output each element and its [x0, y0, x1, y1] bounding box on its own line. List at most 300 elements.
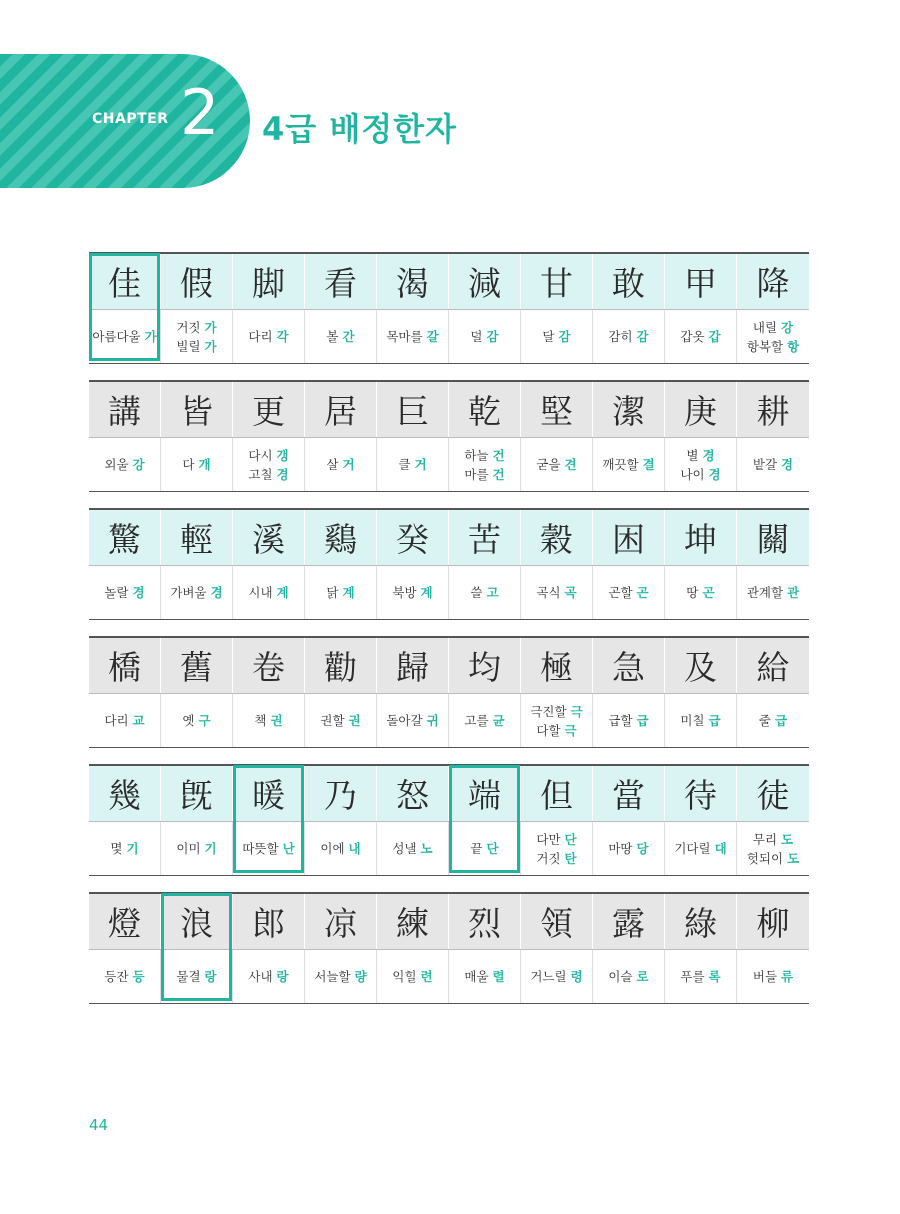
hanja-meaning: [737, 950, 809, 1003]
hanja-meaning: [305, 310, 377, 363]
meaning-text: 서늘할: [314, 969, 351, 984]
hanja-char: 暖: [233, 766, 305, 821]
meaning-text: 이미: [176, 841, 201, 856]
hanja-meaning: [377, 438, 449, 491]
hanja-meaning: [593, 310, 665, 363]
meaning-text: 다만: [536, 831, 561, 847]
page-title: 4급 배정한자: [262, 110, 457, 148]
hanja-meaning: [377, 694, 449, 747]
sound-text: 단: [486, 841, 499, 856]
sound-text: 각: [276, 329, 289, 344]
meaning-line: [753, 455, 793, 474]
meaning-text: 볼: [326, 329, 339, 344]
hanja-char: 潔: [593, 382, 665, 437]
hanja-meaning: [665, 438, 737, 491]
sound-text: 랑: [276, 969, 289, 984]
meaning-text: 따뜻할: [242, 841, 279, 856]
hanja-char: 關: [756, 520, 790, 559]
hanja-meaning: [161, 822, 233, 875]
hanja-row: [89, 380, 809, 437]
meaning-line: [392, 967, 432, 986]
meaning-row: [89, 309, 809, 364]
hanja-meaning: [305, 822, 377, 875]
meaning-line: [536, 849, 576, 868]
meaning-line: [470, 583, 498, 602]
meaning-line: [747, 337, 799, 356]
meaning-line: [464, 967, 504, 986]
sound-text: 단: [564, 831, 577, 847]
hanja-char: 橋: [89, 638, 161, 693]
meaning-text: 다리: [104, 713, 129, 728]
hanja-meaning: [377, 310, 449, 363]
meaning-text: 아름다울: [92, 329, 141, 344]
hanja-char: 端: [449, 766, 521, 821]
sound-text: 권: [270, 713, 283, 728]
sound-text: 구: [198, 713, 211, 728]
hanja-meaning: [233, 694, 305, 747]
meaning-line: [680, 967, 720, 986]
sound-text: 내: [348, 841, 361, 856]
meaning-text: 매울: [464, 969, 489, 984]
meaning-text: 권할: [320, 713, 345, 728]
hanja-meaning: [305, 438, 377, 491]
meaning-text: 사내: [248, 969, 273, 984]
meaning-text: 거짓: [536, 850, 561, 866]
meaning-line: [254, 711, 282, 730]
sound-text: 거: [414, 457, 427, 472]
meaning-text: 놀랄: [104, 585, 129, 600]
hanja-meaning: [449, 438, 521, 491]
sound-text: 계: [342, 585, 355, 600]
chapter-number: 2: [180, 76, 220, 149]
hanja-char: 待: [665, 766, 737, 821]
meaning-text: 고칠: [248, 466, 273, 482]
hanja-meaning: [89, 438, 161, 491]
hanja-meaning: [521, 822, 593, 875]
meaning-line: [170, 583, 222, 602]
meaning-text: 기다릴: [674, 841, 711, 856]
meaning-row: [89, 949, 809, 1004]
meaning-text: 감히: [608, 329, 633, 344]
hanja-meaning: [449, 822, 521, 875]
meaning-text: 갑옷: [680, 329, 705, 344]
page-number: 44: [89, 1116, 109, 1134]
hanja-meaning: [89, 950, 161, 1003]
meaning-line: [320, 711, 360, 730]
hanja-char: 急: [593, 638, 665, 693]
hanja-char: 領: [521, 894, 593, 949]
meaning-text: 다리: [248, 329, 273, 344]
hanja-meaning: [89, 822, 161, 875]
hanja-block: [89, 252, 809, 364]
meaning-line: [608, 327, 648, 346]
sound-text: 경: [210, 585, 223, 600]
hanja-meaning: [593, 950, 665, 1003]
hanja-meaning: [593, 438, 665, 491]
meaning-text: 급할: [608, 713, 633, 728]
sound-text: 감: [636, 329, 649, 344]
hanja-char: 巨: [377, 382, 449, 437]
meaning-row: [89, 565, 809, 620]
meaning-line: [686, 583, 714, 602]
meaning-line: [536, 583, 576, 602]
meaning-text: 하늘: [464, 447, 489, 463]
meaning-line: [530, 967, 582, 986]
sound-text: 극: [570, 703, 583, 719]
meaning-text: 관계할: [746, 585, 784, 600]
meaning-row: [89, 693, 809, 748]
meaning-line: [542, 327, 570, 346]
meaning-text: 깨끗할: [602, 457, 639, 472]
hanja-char: 脚: [233, 254, 305, 309]
meaning-line: [104, 711, 144, 730]
sound-text: 갑: [708, 329, 721, 344]
hanja-char: 癸: [377, 510, 449, 565]
hanja-meaning: [161, 694, 233, 747]
meaning-line: [608, 967, 648, 986]
hanja-char: 給: [756, 648, 790, 687]
hanja-char: 勸: [305, 638, 377, 693]
sound-text: 가: [204, 319, 217, 335]
hanja-meaning: [89, 566, 161, 619]
hanja-meaning: [521, 310, 593, 363]
hanja-meaning: [737, 822, 809, 875]
meaning-text: 다시: [248, 447, 273, 463]
hanja-row: [89, 636, 809, 693]
hanja-char: 極: [521, 638, 593, 693]
meaning-text: 빌릴: [176, 338, 201, 354]
hanja-char: 綠: [665, 894, 737, 949]
meaning-line: [464, 465, 504, 484]
meaning-line: [392, 839, 432, 858]
sound-text: 개: [198, 457, 211, 472]
hanja-char: 旣: [161, 766, 233, 821]
hanja-char: 堅: [521, 382, 593, 437]
meaning-line: [242, 839, 294, 858]
hanja-char: 甲: [665, 254, 737, 309]
hanja-meaning: [89, 694, 161, 747]
meaning-line: [464, 446, 504, 465]
meaning-line: [248, 967, 288, 986]
meaning-row: [89, 821, 809, 876]
hanja-char: 燈: [89, 894, 161, 949]
sound-text: 류: [781, 969, 794, 984]
meaning-text: 목마를: [386, 329, 423, 344]
hanja-char: 郎: [233, 894, 305, 949]
hanja-meaning: [593, 566, 665, 619]
hanja-char: 驚: [89, 510, 161, 565]
meaning-line: [326, 455, 354, 474]
hanja-char: 困: [593, 510, 665, 565]
hanja-char: 看: [305, 254, 377, 309]
sound-text: 가: [144, 329, 157, 344]
meaning-text: 책: [254, 713, 267, 728]
meaning-line: [182, 711, 210, 730]
meaning-text: 줄: [758, 713, 771, 728]
meaning-line: [602, 455, 654, 474]
meaning-line: [326, 583, 354, 602]
hanja-char: 皆: [161, 382, 233, 437]
meaning-line: [608, 839, 648, 858]
hanja-meaning: [233, 310, 305, 363]
hanja-char: 坤: [665, 510, 737, 565]
hanja-meaning: [233, 438, 305, 491]
hanja-meaning: [89, 310, 161, 363]
meaning-line: [104, 583, 144, 602]
meaning-line: [530, 702, 582, 721]
sound-text: 등: [132, 969, 145, 984]
hanja-meaning: [593, 822, 665, 875]
hanja-meaning: [377, 566, 449, 619]
hanja-block: [89, 892, 809, 1004]
hanja-char: 卷: [233, 638, 305, 693]
meaning-line: [104, 967, 144, 986]
meaning-line: [680, 465, 720, 484]
meaning-line: [608, 711, 648, 730]
hanja-char: 甘: [521, 254, 593, 309]
hanja-char: 講: [89, 382, 161, 437]
sound-text: 항: [787, 338, 800, 354]
hanja-meaning: [665, 822, 737, 875]
meaning-text: 쓸: [470, 585, 483, 600]
hanja-meaning: [737, 694, 809, 747]
sound-text: 급: [774, 713, 788, 728]
hanja-char: 但: [521, 766, 593, 821]
sound-text: 곡: [564, 585, 577, 600]
sound-text: 당: [636, 841, 649, 856]
meaning-text: 돌아갈: [386, 713, 423, 728]
meaning-text: 거느릴: [530, 969, 567, 984]
hanja-char: 及: [665, 638, 737, 693]
hanja-char: 怒: [377, 766, 449, 821]
meaning-line: [320, 839, 360, 858]
meaning-text: 극진할: [530, 703, 567, 719]
hanja-char: 減: [449, 254, 521, 309]
sound-text: 귀: [426, 713, 439, 728]
meaning-text: 내릴: [752, 319, 778, 335]
hanja-char: 渴: [377, 254, 449, 309]
hanja-block: [89, 636, 809, 748]
sound-text: 곤: [636, 585, 649, 600]
meaning-text: 헛되이: [746, 850, 784, 866]
hanja-char: 浪: [161, 894, 233, 949]
meaning-line: [248, 446, 288, 465]
hanja-block: [89, 380, 809, 492]
sound-text: 난: [282, 841, 295, 856]
hanja-char: 假: [161, 254, 233, 309]
sound-text: 경: [132, 585, 145, 600]
meaning-line: [92, 327, 156, 346]
hanja-meaning: [161, 310, 233, 363]
meaning-text: 땅: [686, 585, 699, 600]
hanja-char: 乾: [449, 382, 521, 437]
sound-text: 탄: [564, 850, 577, 866]
meaning-line: [753, 967, 793, 986]
hanja-meaning: [305, 566, 377, 619]
meaning-text: 닭: [326, 585, 339, 600]
sound-text: 도: [781, 831, 794, 847]
meaning-line: [536, 830, 576, 849]
meaning-text: 다할: [536, 722, 561, 738]
meaning-line: [536, 455, 576, 474]
meaning-text: 시내: [248, 585, 273, 600]
sound-text: 기: [126, 841, 139, 856]
hanja-meaning: [233, 822, 305, 875]
meaning-line: [608, 583, 648, 602]
meaning-text: 북방: [392, 585, 417, 600]
meaning-line: [753, 318, 793, 337]
sound-text: 결: [642, 457, 655, 472]
sound-text: 련: [420, 969, 433, 984]
sound-text: 건: [492, 447, 505, 463]
sound-text: 강: [132, 457, 145, 472]
hanja-row: [89, 508, 809, 565]
chapter-label: CHAPTER: [92, 111, 169, 127]
meaning-line: [674, 839, 726, 858]
meaning-line: [248, 583, 288, 602]
meaning-line: [326, 327, 354, 346]
meaning-text: 외울: [104, 457, 129, 472]
hanja-row: [89, 764, 809, 821]
hanja-meaning: [737, 438, 809, 491]
meaning-text: 곤할: [608, 585, 633, 600]
hanja-meaning: [449, 566, 521, 619]
sound-text: 렬: [492, 969, 505, 984]
hanja-char: 穀: [521, 510, 593, 565]
meaning-text: 다: [182, 457, 195, 472]
sound-text: 갱: [276, 447, 289, 463]
sound-text: 계: [276, 585, 289, 600]
hanja-char: 敢: [593, 254, 665, 309]
meaning-text: 굳을: [536, 457, 561, 472]
hanja-meaning: [161, 566, 233, 619]
meaning-line: [680, 327, 720, 346]
hanja-char: 露: [593, 894, 665, 949]
sound-text: 랑: [204, 969, 217, 984]
meaning-text: 미칠: [680, 713, 705, 728]
meaning-line: [686, 446, 714, 465]
hanja-meaning: [665, 950, 737, 1003]
sound-text: 급: [636, 713, 649, 728]
hanja-char: 鷄: [305, 510, 377, 565]
sound-text: 로: [636, 969, 649, 984]
hanja-char: 練: [377, 894, 449, 949]
hanja-row: [89, 252, 809, 309]
sound-text: 거: [342, 457, 355, 472]
meaning-line: [392, 583, 432, 602]
meaning-line: [314, 967, 366, 986]
meaning-text: 가벼울: [170, 585, 207, 600]
hanja-char: 歸: [377, 638, 449, 693]
sound-text: 량: [354, 969, 367, 984]
hanja-meaning: [305, 950, 377, 1003]
hanja-meaning: [449, 694, 521, 747]
sound-text: 도: [787, 850, 800, 866]
hanja-meaning: [665, 566, 737, 619]
hanja-char: 均: [449, 638, 521, 693]
sound-text: 건: [492, 466, 505, 482]
hanja-char: 輕: [161, 510, 233, 565]
meaning-text: 물결: [176, 969, 201, 984]
sound-text: 계: [420, 585, 433, 600]
hanja-meaning: [233, 566, 305, 619]
sound-text: 대: [714, 841, 727, 856]
hanja-meaning: [521, 566, 593, 619]
meaning-line: [464, 711, 504, 730]
meaning-line: [753, 830, 793, 849]
meaning-text: 등잔: [104, 969, 129, 984]
hanja-char: 溪: [233, 510, 305, 565]
hanja-char: 柳: [756, 904, 790, 943]
sound-text: 경: [708, 466, 721, 482]
sound-text: 관: [787, 585, 800, 600]
meaning-text: 별: [686, 447, 699, 463]
sound-text: 갈: [426, 329, 439, 344]
hanja-char: 凉: [305, 894, 377, 949]
hanja-char: 當: [593, 766, 665, 821]
hanja-meaning: [521, 438, 593, 491]
meaning-line: [386, 327, 438, 346]
meaning-text: 항복할: [746, 338, 784, 354]
hanja-meaning: [737, 566, 809, 619]
hanja-row: [89, 892, 809, 949]
hanja-meaning: [449, 310, 521, 363]
meaning-line: [176, 337, 216, 356]
sound-text: 감: [558, 329, 571, 344]
meaning-text: 곡식: [536, 585, 561, 600]
meaning-text: 성낼: [392, 841, 417, 856]
meaning-line: [248, 327, 288, 346]
meaning-text: 밭갈: [752, 457, 778, 472]
sound-text: 감: [486, 329, 499, 344]
meaning-text: 달: [542, 329, 555, 344]
hanja-char: 幾: [89, 766, 161, 821]
meaning-text: 몇: [110, 841, 123, 856]
hanja-meaning: [521, 950, 593, 1003]
sound-text: 경: [781, 457, 794, 472]
meaning-line: [747, 583, 799, 602]
sound-text: 록: [708, 969, 721, 984]
meaning-text: 마땅: [608, 841, 633, 856]
meaning-text: 살: [326, 457, 339, 472]
hanja-char: 徒: [756, 776, 790, 815]
meaning-line: [470, 327, 498, 346]
hanja-meaning: [161, 438, 233, 491]
sound-text: 극: [564, 722, 577, 738]
sound-text: 균: [492, 713, 505, 728]
meaning-text: 옛: [182, 713, 195, 728]
meaning-line: [536, 721, 576, 740]
meaning-line: [680, 711, 720, 730]
hanja-char: 更: [233, 382, 305, 437]
hanja-meaning: [665, 310, 737, 363]
hanja-char: 佳: [89, 254, 161, 309]
hanja-meaning: [233, 950, 305, 1003]
meaning-text: 마를: [464, 466, 489, 482]
hanja-meaning: [593, 694, 665, 747]
sound-text: 급: [708, 713, 721, 728]
sound-text: 교: [132, 713, 145, 728]
meaning-line: [759, 711, 787, 730]
hanja-meaning: [161, 950, 233, 1003]
meaning-row: [89, 437, 809, 492]
meaning-text: 고를: [464, 713, 489, 728]
meaning-text: 클: [398, 457, 411, 472]
hanja-char: 苦: [449, 510, 521, 565]
sound-text: 경: [276, 466, 289, 482]
sound-text: 노: [420, 841, 433, 856]
meaning-text: 덜: [470, 329, 483, 344]
